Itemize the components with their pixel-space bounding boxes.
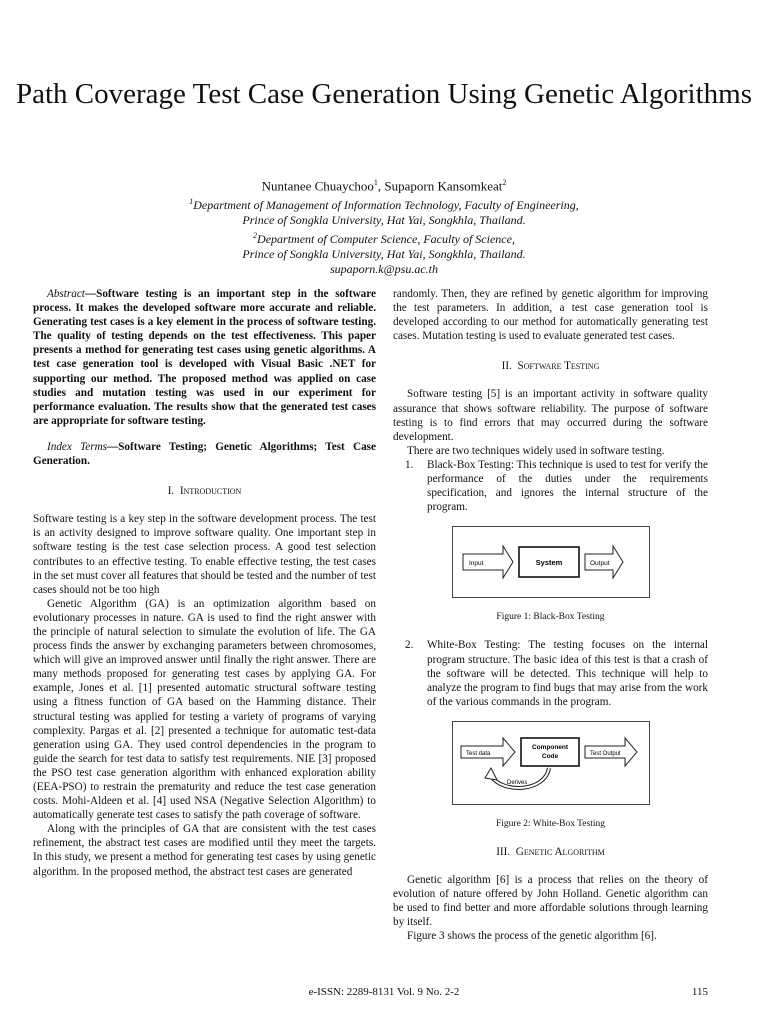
paper-title: Path Coverage Test Case Generation Using Genetic Algorithms: [16, 78, 752, 110]
section-title: Software Testing: [517, 360, 600, 373]
author-names: [0, 175, 768, 194]
section-number: I.: [167, 485, 175, 498]
derives-arrowhead: [485, 768, 497, 780]
white-box-diagram: [453, 722, 649, 804]
author-separator: ,: [377, 178, 385, 194]
system-label: System: [535, 558, 562, 568]
section-title: Genetic Algorithm: [515, 845, 605, 858]
figure-black-box: [452, 526, 650, 598]
section-heading-software-testing: [393, 359, 708, 373]
component-label: Component: [531, 743, 568, 751]
index-terms: [33, 440, 376, 468]
software-testing-paragraph-2: There are two techniques widely used in software testing.: [407, 444, 665, 457]
affiliation-1-line-1: [0, 194, 768, 213]
section-number: III.: [496, 845, 511, 858]
left-column: [33, 287, 376, 879]
software-testing-paragraph-1: Software testing [5] is an important activity in software quality assurance that shows software reliability. The purpose of software testing is to find errors that may occurred during the software development.: [393, 388, 708, 443]
intro-continuation: randomly. Then, they are refined by genetic algorithm for improving the test parameters. In addition, a test case generation tool is developed according to our method for automatically generating test cases. Mutation testing is used to evaluate generated test cases.: [393, 288, 708, 343]
affiliation-2-text: Department of Computer Science, Faculty of Science,: [257, 232, 515, 247]
author-block: [0, 175, 768, 277]
list-number: 1.: [405, 458, 414, 471]
section-title: Introduction: [179, 485, 242, 498]
list-item-black-box: [393, 458, 708, 514]
code-label: Code: [541, 752, 558, 760]
test-data-label: Test data: [465, 750, 490, 757]
affiliation-2-line-2: Prince of Songkla University, Hat Yai, Songkhla, Thailand.: [242, 247, 526, 262]
author-1-sup: 1: [373, 178, 378, 187]
abstract-label: Abstract: [47, 288, 85, 300]
output-label: Output: [589, 560, 610, 568]
author-2-sup: 2: [502, 178, 507, 187]
index-terms-label: Index Terms: [47, 440, 108, 453]
component-code-box: [521, 738, 579, 766]
intro-paragraph-1: Software testing is a key step in the software development process. The test is an activity designed to improve software quality. One important step in software testing is the test case selection process. A good test selection contributes to an effective testing. To enable effective testing, the test cases in the set must cover all features that should be tested and the number of test cases should not be too high: [33, 513, 376, 596]
genetic-paragraph-1: Genetic algorithm [6] is a process that relies on the theory of evolution of nature offered by John Holland. Genetic algorithm can be used to find better and more affordable solutions through learning by itself.: [393, 874, 708, 929]
section-heading-introduction: [33, 484, 376, 498]
intro-paragraph-2: Genetic Algorithm (GA) is an optimization algorithm based on evolutionary processes in nature. GA is used to find the right answer with the principle of natural selection to simulate the evolution of life. The GA process finds the answer by exchanging parameters between chromosomes, which will give an improved answer until finally the right answer. There are many methods proposed for generating test cases by applying GA. For example, Jones et al. [1] presented automatic structural software testing using a fitness function of GA based on the Hamming distance. Their structural testing was applied for testing a variety of programs of varying complexity. Pargas et al. [2] presented a technique for automatic test-data generation using GA. They used control dependencies in the program to guide the search for test data to satisfy test requirements. NIE [3] proposed the PSO test case generation algorithm with enhanced exploration ability (EEA-PSO) to restrain the prematurity and reduce the test case generation costs. Mohi-Aldeen et al. [4] used NSA (Negative Selection Algorithm) to automatically generate test cases to satisfy the path coverage of software.: [33, 597, 376, 822]
abstract-text: —Software testing is an important step in the software process. It makes the developed software more accurate and reliable. Generating test cases is a key element in the process of software testing. The quality of testing depends on the test effectiveness. This paper presents a method for generating test cases using genetic algorithms. A test case generation tool is developed with Visual Basic .NET for supporting our method. The proposed method was applied on case studies and mutation testing was used in our experiment for performance evaluation. The results show that the generated test cases are appropriate for software testing.: [33, 288, 376, 427]
index-terms-text: —Software Testing; Genetic Algorithms; Test Case Generation.: [33, 440, 376, 468]
section-number: II.: [501, 360, 512, 373]
list-number: 2.: [405, 639, 414, 652]
right-column: [393, 287, 708, 944]
genetic-paragraph-2: Figure 3 shows the process of the genetic algorithm [6].: [407, 930, 657, 943]
test-output-label: Test Output: [589, 750, 621, 757]
derives-label: Derives: [506, 779, 527, 786]
affiliation-1-line-2: Prince of Songkla University, Hat Yai, Songkhla, Thailand.: [242, 213, 526, 228]
section-heading-genetic-algorithm: [393, 845, 708, 859]
author-1: Nuntanee Chuaychoo: [261, 178, 374, 194]
intro-paragraph-3: Along with the principles of GA that are consistent with the test cases refinement, the abstract test cases are modified until they meet the targets. In this study, we present a method for generating test cases by using genetic algorithm. In the proposed method, the abstract test cases are generated: [33, 823, 376, 878]
abstract: [33, 287, 376, 428]
author-email[interactable]: supaporn.k@psu.ac.th: [329, 262, 439, 277]
black-box-diagram: [453, 527, 649, 597]
figure-2-caption: Figure 2: White-Box Testing: [495, 818, 606, 829]
affiliation-1-sup: 1: [189, 197, 194, 207]
figure-1-caption: Figure 1: Black-Box Testing: [496, 612, 605, 623]
footer-issn: e-ISSN: 2289-8131 Vol. 9 No. 2-2: [308, 986, 460, 998]
list-item-white-box: [393, 638, 708, 708]
affiliation-2-line-1: [0, 228, 768, 247]
affiliation-1-text: Department of Management of Information Technology, Faculty of Engineering,: [193, 198, 579, 213]
page-number: 115: [691, 986, 708, 998]
input-label: Input: [468, 560, 483, 568]
author-2: Supaporn Kansomkeat: [384, 178, 503, 194]
list-text: White-Box Testing: The testing focuses on the internal program structure. The basic idea of this test is that a crash of the software will be detected. This technique will help to analyze the program to find bugs that may arise from the work of the various commands in the program.: [427, 639, 708, 708]
list-text: Black-Box Testing: This technique is used to test for verify the performance of the duties under the requirements specification, and ignores the internal structure of the program.: [427, 458, 708, 514]
affiliation-2-sup: 2: [253, 231, 258, 241]
figure-white-box: [452, 721, 650, 805]
